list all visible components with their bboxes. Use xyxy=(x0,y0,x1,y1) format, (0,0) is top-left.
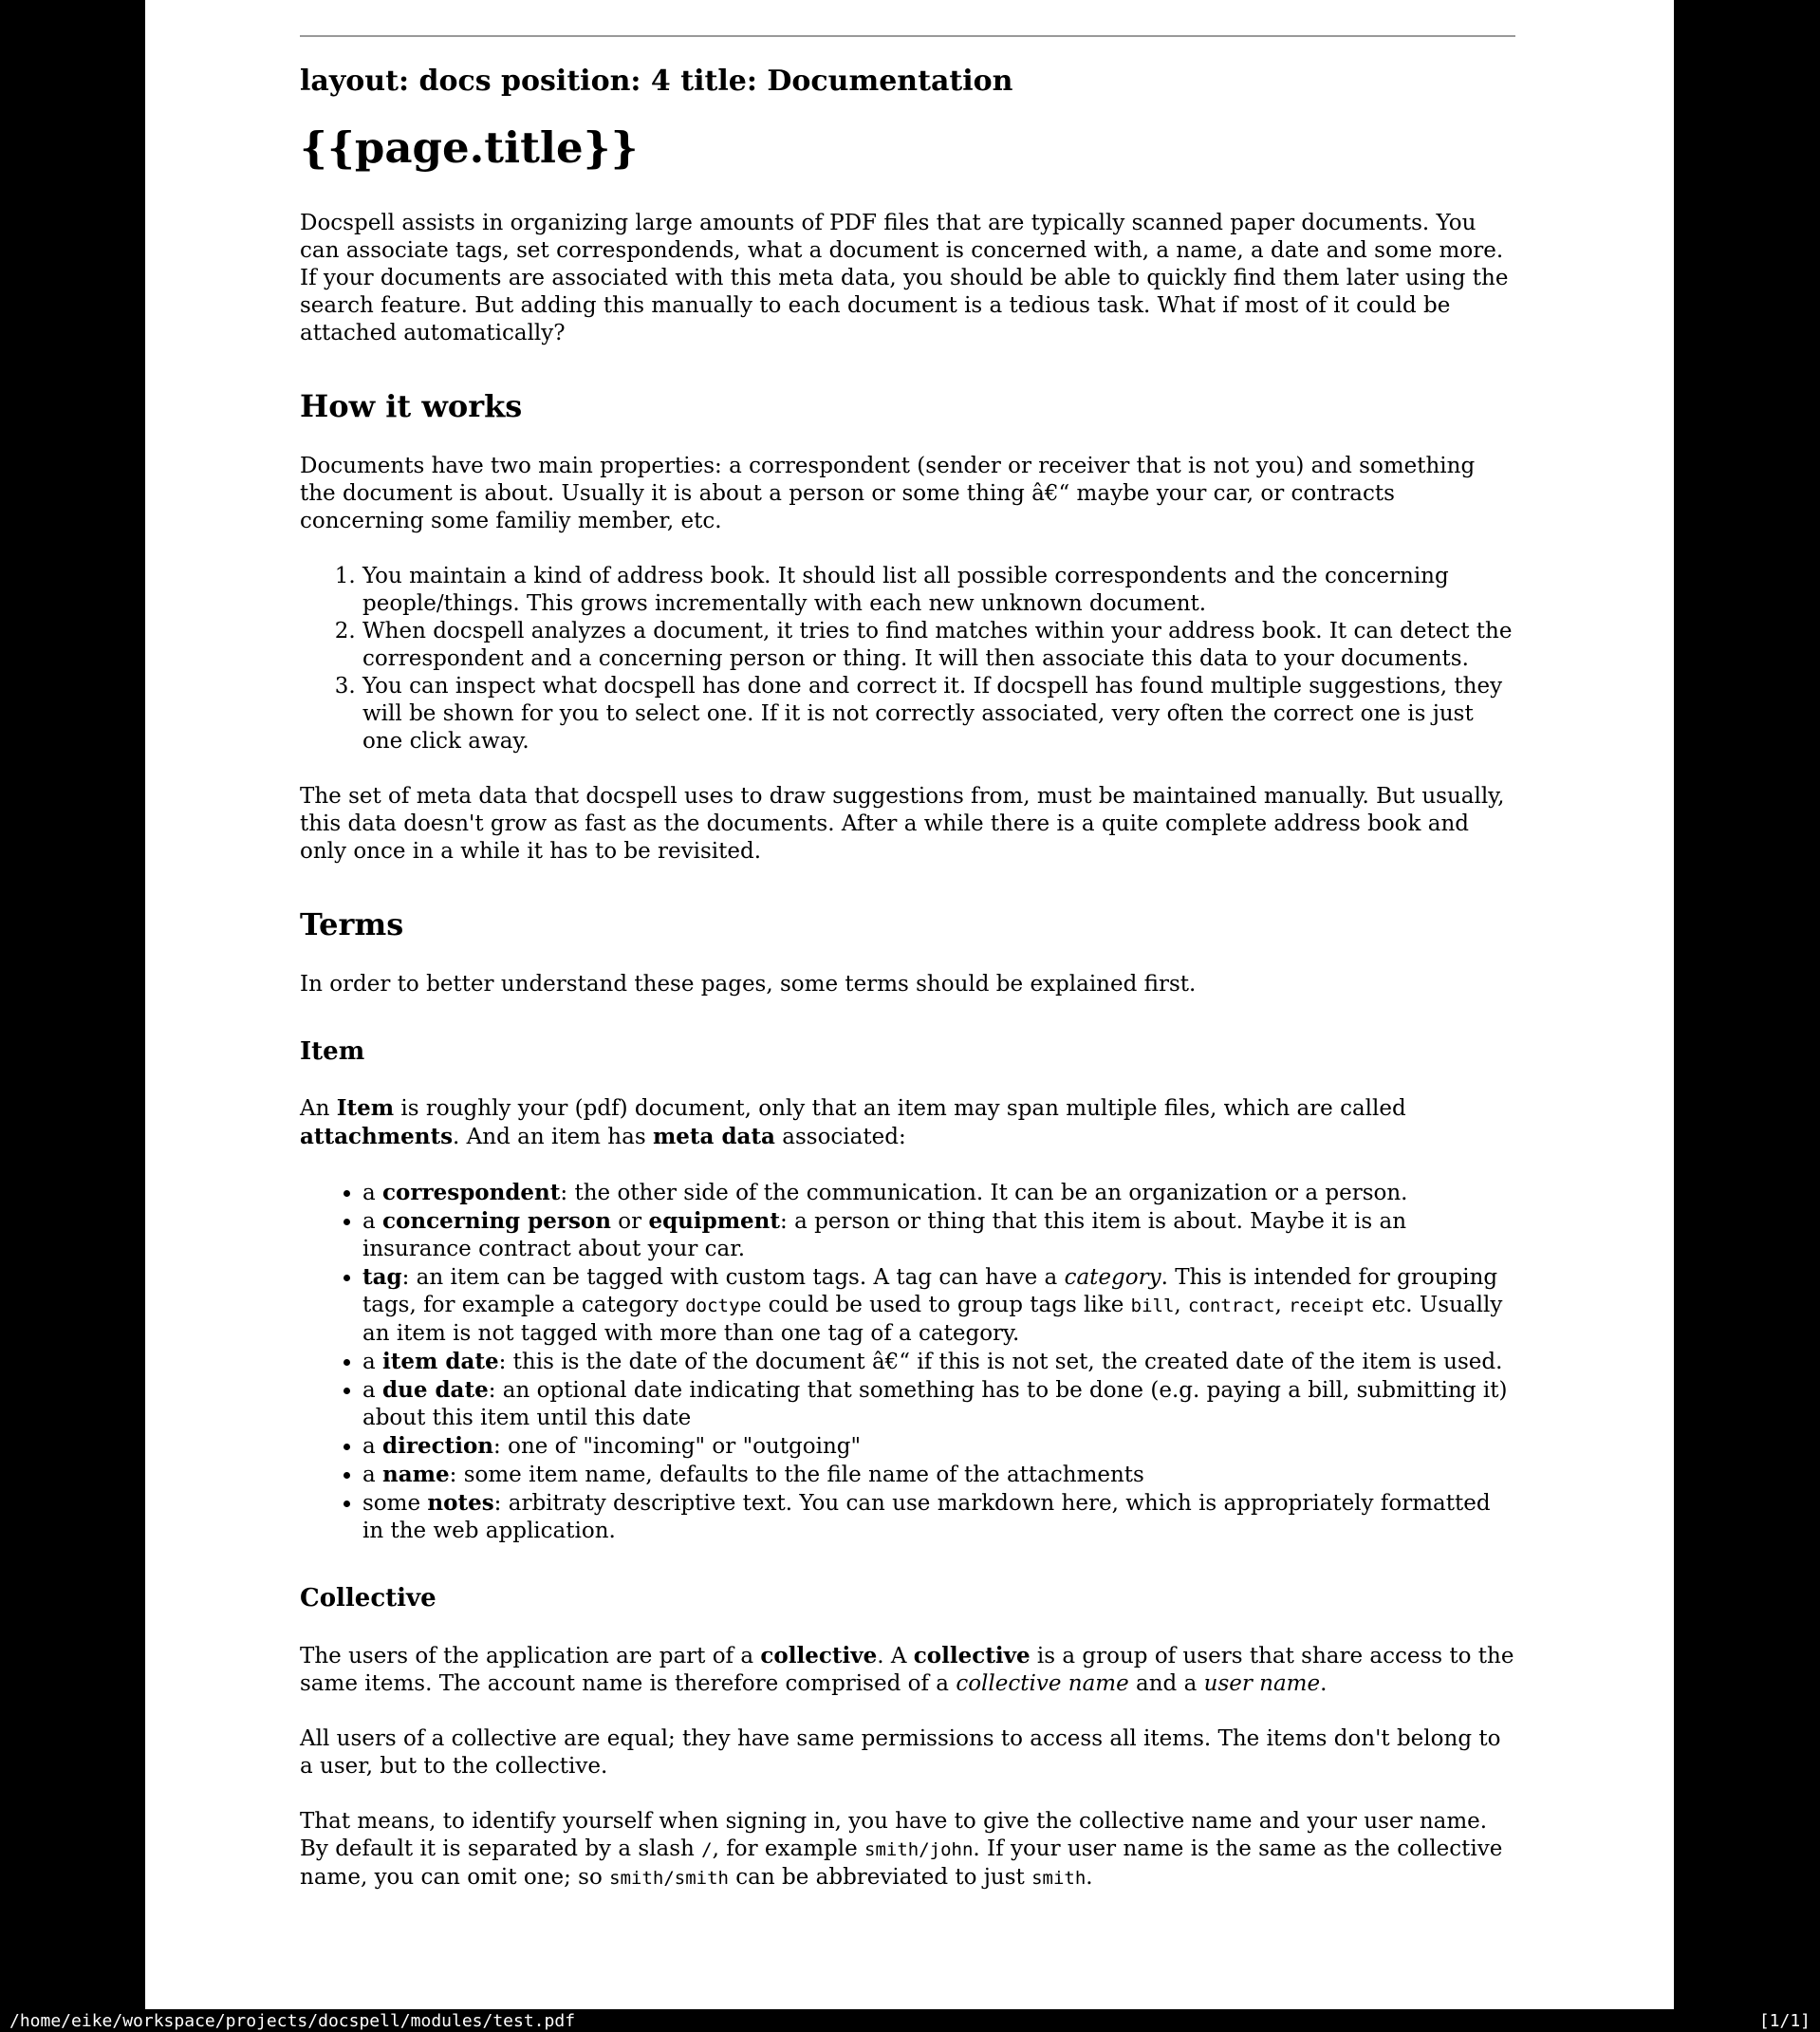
text-segment: , xyxy=(1274,1293,1290,1317)
text-segment: direction xyxy=(382,1433,494,1459)
text-segment: Item xyxy=(336,1095,395,1121)
inline-code: contract xyxy=(1188,1296,1275,1316)
list-item xyxy=(362,1207,1515,1263)
text-segment: All users of a collective are equal; they have same permissions to access all items. The items don't belong to a user, but to the collective. xyxy=(300,1725,1501,1779)
subsection-heading: Item xyxy=(300,1036,365,1066)
text-segment: some xyxy=(362,1491,428,1516)
inline-code: bill xyxy=(1130,1296,1175,1316)
text-segment: Documents have two main properties: a correspondent (sender or receiver that is not you) and something the document is about. Usually it is about a person or some thing â€“ maybe your car, or contracts concerning some familiy member, etc. xyxy=(300,453,1476,533)
text-segment: You maintain a kind of address book. It should list all possible correspondents and the concerning people/things. This grows incrementally with each new unknown document. xyxy=(362,563,1449,616)
text-segment: a xyxy=(362,1463,383,1487)
text-segment: . If your user name is the same as the collective name, you can omit one; so xyxy=(300,1836,1503,1890)
text-segment: equipment xyxy=(648,1208,781,1234)
paragraph xyxy=(300,971,1515,998)
text-segment: meta data xyxy=(652,1124,775,1149)
frontmatter-divider xyxy=(300,35,1515,37)
paragraph xyxy=(300,210,1515,347)
text-segment: , xyxy=(1174,1293,1189,1317)
text-segment: collective xyxy=(760,1642,878,1668)
list-item xyxy=(362,673,1515,755)
list-item xyxy=(362,1376,1515,1432)
section-heading: How it works xyxy=(300,387,523,424)
list-item xyxy=(362,1461,1515,1489)
text-segment: notes xyxy=(427,1490,494,1516)
inline-code: smith/john xyxy=(864,1838,974,1860)
inline-code: / xyxy=(701,1838,713,1860)
text-segment: The users of the application are part of a xyxy=(300,1643,761,1668)
pdf-page[interactable] xyxy=(145,0,1674,2009)
text-segment: category xyxy=(1064,1265,1161,1290)
paragraph xyxy=(300,453,1515,535)
text-segment: You can inspect what docspell has done and correct it. If docspell has found multiple suggestions, they will be shown for you to select one. If it is not correctly associated, very often the correct one is just one click away. xyxy=(362,673,1503,754)
text-segment: is roughly your (pdf) document, only that an item may span multiple files, which are called xyxy=(394,1096,1406,1121)
text-segment: etc. Usually an item is not tagged with more than one tag of a category. xyxy=(362,1293,1503,1346)
text-segment: , for example xyxy=(712,1836,865,1861)
status-bar xyxy=(0,2009,1820,2032)
text-segment: a xyxy=(362,1350,383,1374)
page-indicator: [1/1] xyxy=(1758,2010,1811,2031)
text-segment: : a person or thing that this item is about. Maybe it is an insurance contract about your car. xyxy=(362,1209,1407,1261)
text-segment: . This is intended for grouping tags, for example a category xyxy=(362,1265,1498,1317)
text-segment: : the other side of the communication. It can be an organization or a person. xyxy=(560,1181,1408,1205)
text-segment: In order to better understand these pages, some terms should be explained first. xyxy=(300,971,1197,997)
text-segment: due date xyxy=(382,1377,489,1403)
bullet-list xyxy=(300,1179,1515,1545)
text-segment: : one of "incoming" or "outgoing" xyxy=(493,1434,862,1459)
text-segment: The set of meta data that docspell uses to draw suggestions from, must be maintained manually. But usually, this data doesn't grow as fast as the documents. After a while there is a quite complete address book and only once in a while it has to be revisited. xyxy=(300,783,1505,864)
text-segment: name xyxy=(382,1462,450,1487)
paragraph xyxy=(300,1808,1515,1892)
inline-code: smith/smith xyxy=(609,1867,729,1889)
inline-code: receipt xyxy=(1289,1296,1365,1316)
text-segment: tag xyxy=(362,1264,402,1290)
text-segment: That means, to identify yourself when signing in, you have to give the collective name and your user name. By default it is separated by a slash xyxy=(300,1808,1488,1861)
inline-code: smith xyxy=(1031,1867,1086,1889)
page-content xyxy=(300,35,1515,1892)
text-segment: An xyxy=(300,1096,337,1121)
paragraph xyxy=(300,1725,1515,1780)
text-segment: Docspell assists in organizing large amounts of PDF files that are typically scanned paper documents. You can associate tags, set correspondends, what a document is concerned with, a name, a date and some more. If your documents are associated with this meta data, you should be able to quickly find them later using the search feature. But adding this manually to each document is a tedious task. What if most of it could be attached automatically? xyxy=(300,210,1509,345)
ordered-list xyxy=(300,563,1515,755)
text-segment: a xyxy=(362,1434,383,1459)
text-segment: : some item name, defaults to the file name of the attachments xyxy=(449,1463,1144,1487)
section-heading: Terms xyxy=(300,905,404,942)
text-segment: : an optional date indicating that something has to be done (e.g. paying a bill, submitting it) about this item until this date xyxy=(362,1378,1508,1430)
list-item xyxy=(362,1489,1515,1545)
text-segment: item date xyxy=(382,1349,499,1374)
text-segment: collective xyxy=(913,1642,1031,1668)
text-segment: . xyxy=(1320,1670,1328,1696)
text-segment: : this is the date of the document â€“ if this is not set, the created date of the item is used. xyxy=(498,1350,1503,1374)
list-item xyxy=(362,563,1515,618)
list-item xyxy=(362,1179,1515,1207)
text-segment: concerning person xyxy=(382,1208,611,1234)
list-item xyxy=(362,1263,1515,1348)
text-segment: attachments xyxy=(300,1124,454,1149)
text-segment: collective name xyxy=(956,1670,1129,1696)
paragraph xyxy=(300,1094,1515,1151)
inline-code: doctype xyxy=(685,1296,762,1316)
list-item xyxy=(362,1432,1515,1461)
text-segment: or xyxy=(610,1209,649,1234)
text-segment: and a xyxy=(1128,1670,1204,1696)
text-segment: . A xyxy=(877,1643,914,1668)
page-title: {{page.title}} xyxy=(300,121,639,173)
file-path: /home/eike/workspace/projects/docspell/modules/test.pdf xyxy=(9,2010,576,2031)
list-item xyxy=(362,618,1515,673)
text-segment: When docspell analyzes a document, it tries to find matches within your address book. It can detect the correspondent and a concerning person or thing. It will then associate this data to your documents. xyxy=(362,618,1513,671)
text-segment: : arbitraty descriptive text. You can use markdown here, which is appropriately formatted in the web application. xyxy=(362,1491,1491,1543)
text-segment: : an item can be tagged with custom tags. A tag can have a xyxy=(401,1265,1065,1290)
paragraph xyxy=(300,783,1515,866)
text-segment: user name xyxy=(1203,1670,1321,1696)
list-item xyxy=(362,1348,1515,1376)
text-segment: layout: docs position: 4 title: Documentation xyxy=(300,65,1013,98)
text-segment: is a group of users that share access to the same items. The account name is therefore comprised of a xyxy=(300,1643,1514,1696)
frontmatter-text xyxy=(300,64,1515,100)
text-segment: . xyxy=(1086,1864,1093,1890)
paragraph xyxy=(300,1642,1515,1698)
text-segment: associated: xyxy=(774,1125,906,1149)
text-segment: a xyxy=(362,1181,383,1205)
text-segment: could be used to group tags like xyxy=(761,1293,1131,1317)
text-segment: a xyxy=(362,1378,383,1403)
text-segment: correspondent xyxy=(382,1180,561,1205)
subsection-heading: Collective xyxy=(300,1584,436,1613)
text-segment: can be abbreviated to just xyxy=(728,1864,1032,1890)
text-segment: . And an item has xyxy=(453,1125,653,1149)
text-segment: a xyxy=(362,1209,383,1234)
